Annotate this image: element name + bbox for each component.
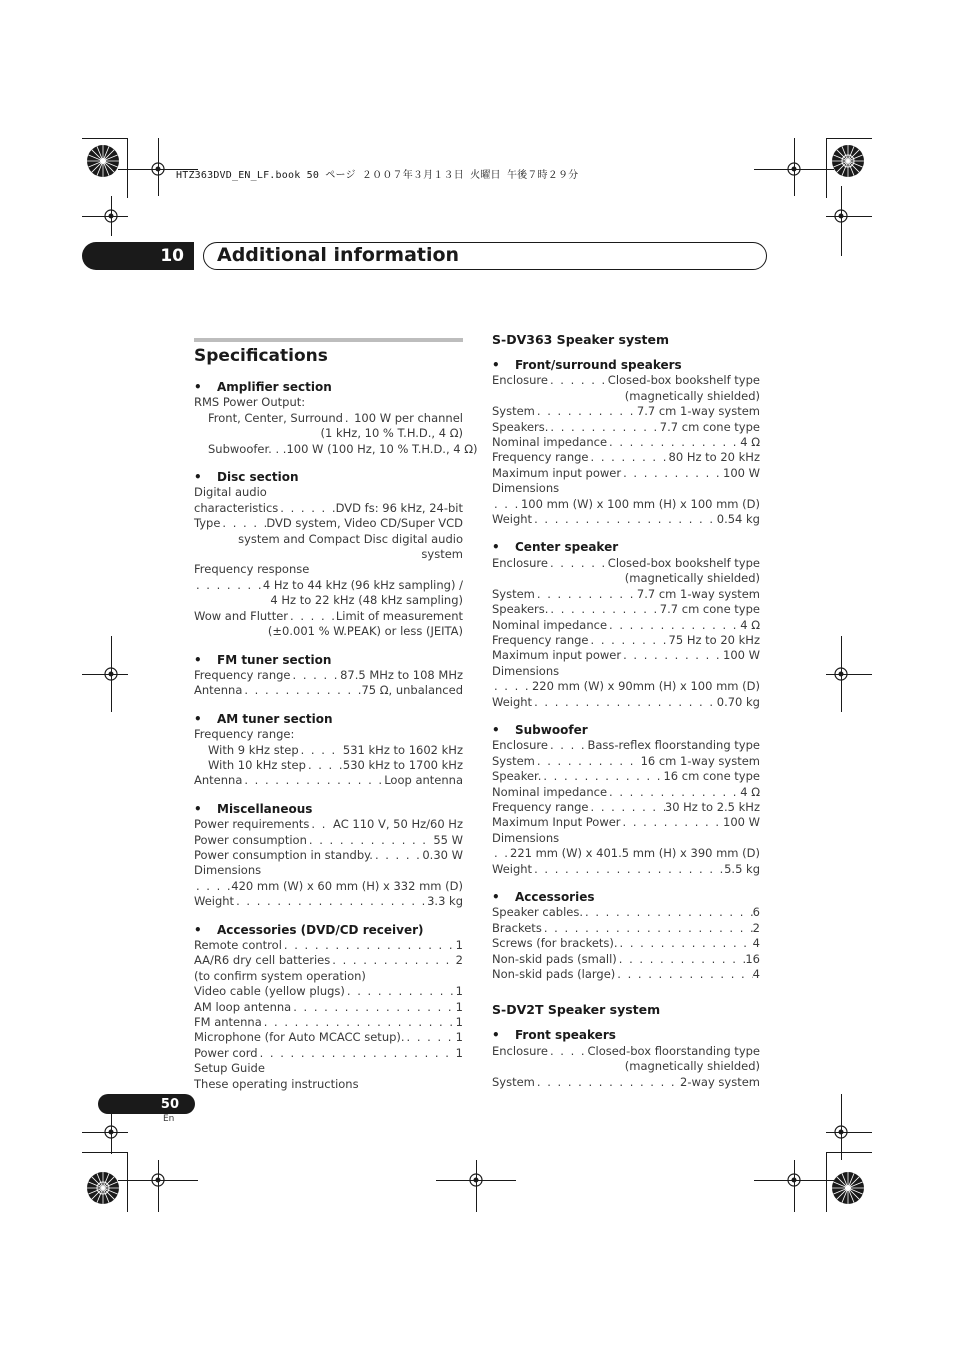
section-heading: • Subwoofer [492, 722, 588, 737]
spec-continuation: (magnetically shielded) [624, 571, 760, 586]
spec-row: Enclosure . . . Closed-box bookshelf type [492, 373, 760, 388]
section-heading: • Center speaker [492, 540, 619, 555]
spec-row: Power consumption . . . 55 W [194, 833, 463, 848]
title-rule [194, 338, 463, 342]
accessory-row: Remote control . . . 1 [194, 938, 463, 953]
starburst-icon [831, 1171, 865, 1205]
spec-continuation: system and Compact Disc digital audio system [238, 531, 463, 562]
spec-row: System . . . 2-way system [492, 1075, 760, 1090]
chapter-number: 10 [82, 242, 194, 270]
spec-row: Maximum Input Power . . . 100 W [492, 815, 760, 830]
spec-row: . . . 100 mm (W) x 100 mm (H) x 100 mm (D) [492, 497, 760, 512]
specifications-column [194, 338, 478, 1105]
page-number: 50 [98, 1094, 195, 1114]
spec-row: . . . 221 mm (W) x 401.5 mm (H) x 390 mm (D) [492, 846, 760, 861]
spec-row: Subwoofer. . .100 W (100 Hz, 10 % T.H.D., 4 Ω) [208, 441, 478, 456]
front-speakers-section [492, 1028, 760, 1090]
bullet-icon: • [492, 540, 500, 555]
disc-section [194, 470, 463, 639]
spec-continuation: (magnetically shielded) [624, 1059, 760, 1074]
spec-continuation: (1 kHz, 10 % T.H.D., 4 Ω) [320, 426, 463, 441]
bullet-icon: • [194, 380, 202, 394]
spec-label: Dimensions [194, 863, 262, 878]
spec-row: Nominal impedance . . . 4 Ω [492, 618, 760, 633]
spec-row: Speakers. . . . 7.7 cm cone type [492, 602, 760, 617]
chapter-title: Additional information [217, 244, 460, 266]
section-heading: • Amplifier section [194, 380, 332, 394]
spec-row: Weight . . . 0.70 kg [492, 695, 760, 710]
spec-row: System . . . 7.7 cm 1-way system [492, 404, 760, 419]
spec-row: Enclosure . . . Closed-box bookshelf type [492, 556, 760, 571]
accessory-row: AA/R6 dry cell batteries . . . 2 [194, 953, 463, 968]
sdv363-title: S-DV363 Speaker system [492, 332, 670, 347]
section-heading: • Accessories [492, 890, 595, 904]
spec-label: Digital audio [194, 485, 267, 500]
spec-row: Enclosure . . . Bass-reflex floorstanding type [492, 738, 760, 753]
speaker-accessories-section [492, 890, 760, 982]
spec-row: Frequency range . . . 80 Hz to 20 kHz [492, 450, 760, 465]
page-language: En [163, 1114, 175, 1124]
section-heading: • Miscellaneous [194, 801, 313, 816]
spec-continuation: (magnetically shielded) [624, 388, 760, 403]
miscellaneous-section [194, 802, 463, 910]
accessory-row: Non-skid pads (small) . . . 16 [492, 952, 760, 967]
accessory-note: (to confirm system operation) [194, 968, 366, 983]
accessory-row: Screws (for brackets). . . . 4 [492, 936, 760, 951]
starburst-icon [831, 144, 865, 178]
spec-row: System . . . 7.7 cm 1-way system [492, 587, 760, 602]
bullet-icon: • [492, 722, 500, 737]
spec-row: Nominal impedance . . . 4 Ω [492, 435, 760, 450]
spec-continuation: 4 Hz to 22 kHz (48 kHz sampling) [270, 593, 463, 608]
spec-row: Power requirements . . . AC 110 V, 50 Hz/60 Hz [194, 817, 463, 832]
spec-row: Speakers. . . . 7.7 cm cone type [492, 420, 760, 435]
spec-row: With 9 kHz step . . . 531 kHz to 1602 kHz [194, 743, 463, 758]
print-header-line: HTZ363DVD_EN_LF.book 50 ページ ２００７年３月１３日 火曜日 午後７時２９分 [176, 170, 579, 181]
spec-label: Dimensions [492, 830, 560, 845]
section-heading: • Front speakers [492, 1028, 616, 1043]
center-speaker-section [492, 540, 760, 709]
spec-row: System . . . 16 cm 1-way system [492, 754, 760, 769]
fm-tuner-section [194, 653, 463, 699]
accessory-row: Speaker cables. . . . 6 [492, 905, 760, 920]
starburst-icon [86, 1171, 120, 1205]
spec-row: Type . . . DVD system, Video CD/Super VCD [194, 516, 463, 531]
sdv2t-title: S-DV2T Speaker system [492, 1002, 661, 1018]
spec-row: . . . 4 Hz to 44 kHz (96 kHz sampling) / [194, 578, 463, 593]
accessories-section [194, 923, 463, 1092]
section-heading: • Accessories (DVD/CD receiver) [194, 922, 424, 937]
bullet-icon: • [492, 1028, 500, 1043]
bullet-icon: • [194, 652, 202, 667]
spec-row: Power consumption in standby. . . . 0.30 W [194, 848, 463, 863]
section-heading: • Disc section [194, 470, 299, 485]
bullet-icon: • [194, 711, 202, 726]
section-heading: • AM tuner section [194, 711, 333, 726]
section-heading: • FM tuner section [194, 652, 332, 667]
spec-label: Frequency response [194, 562, 310, 577]
spec-row: Weight . . . 5.5 kg [492, 862, 760, 877]
subwoofer-section [492, 723, 760, 877]
accessory-row: Brackets . . . 2 [492, 921, 760, 936]
spec-row: Weight . . . 0.54 kg [492, 512, 760, 527]
spec-row: Weight . . . 3.3 kg [194, 894, 463, 909]
spec-row: characteristics . . . DVD fs: 96 kHz, 24-bit [194, 501, 463, 516]
bullet-icon: • [194, 470, 202, 485]
spec-row: Maximum input power . . . 100 W [492, 466, 760, 481]
spec-row: Antenna . . . 75 Ω, unbalanced [194, 683, 463, 698]
am-tuner-section [194, 712, 463, 789]
accessory-row: Non-skid pads (large) . . . 4 [492, 967, 760, 982]
spec-label: Dimensions [492, 481, 560, 496]
bullet-icon: • [492, 358, 500, 372]
spec-row: Wow and Flutter . . . Limit of measurement [194, 609, 463, 624]
spec-row: Frequency range . . . 30 Hz to 2.5 kHz [492, 800, 760, 815]
amplifier-section [194, 380, 478, 457]
spec-row: . . . 420 mm (W) x 60 mm (H) x 332 mm (D) [194, 879, 463, 894]
accessory-row: Video cable (yellow plugs) . . . 1 [194, 984, 463, 999]
spec-row: Speaker. . . . 16 cm cone type [492, 769, 760, 784]
spec-label: Dimensions [492, 663, 560, 678]
spec-row: Enclosure . . . Closed-box floorstanding type [492, 1044, 760, 1059]
accessory-row: These operating instructions [194, 1076, 359, 1091]
bullet-icon: • [194, 801, 202, 816]
spec-row: Front, Center, Surround . . . 100 W per channel [194, 411, 463, 426]
accessory-row: Power cord . . . 1 [194, 1046, 463, 1061]
spec-row: . . . 220 mm (W) x 90mm (H) x 100 mm (D) [492, 679, 760, 694]
bullet-icon: • [492, 890, 500, 904]
accessory-row: FM antenna . . . 1 [194, 1015, 463, 1030]
spec-label: RMS Power Output: [194, 395, 306, 410]
spec-row: Frequency range . . . 87.5 MHz to 108 MHz [194, 668, 463, 683]
accessory-row: Setup Guide [194, 1061, 265, 1076]
spec-continuation: (±0.001 % W.PEAK) or less (JEITA) [267, 624, 463, 639]
spec-row: With 10 kHz step . . . 530 kHz to 1700 kHz [194, 758, 463, 773]
starburst-icon [86, 144, 120, 178]
spec-label: Frequency range: [194, 727, 295, 742]
section-heading: • Front/surround speakers [492, 358, 682, 372]
spec-row: Nominal impedance . . . 4 Ω [492, 785, 760, 800]
accessory-row: AM loop antenna . . . 1 [194, 1000, 463, 1015]
spec-row: Maximum input power . . . 100 W [492, 648, 760, 663]
accessory-row: Microphone (for Auto MCACC setup). . . . 1 [194, 1030, 463, 1045]
specifications-title: Specifications [194, 346, 328, 366]
bullet-icon: • [194, 922, 202, 937]
speaker-systems-column [492, 331, 760, 1103]
front-surround-speakers-section [492, 358, 760, 527]
spec-row: Antenna . . . Loop antenna [194, 773, 463, 788]
spec-row: Frequency range . . . 75 Hz to 20 kHz [492, 633, 760, 648]
